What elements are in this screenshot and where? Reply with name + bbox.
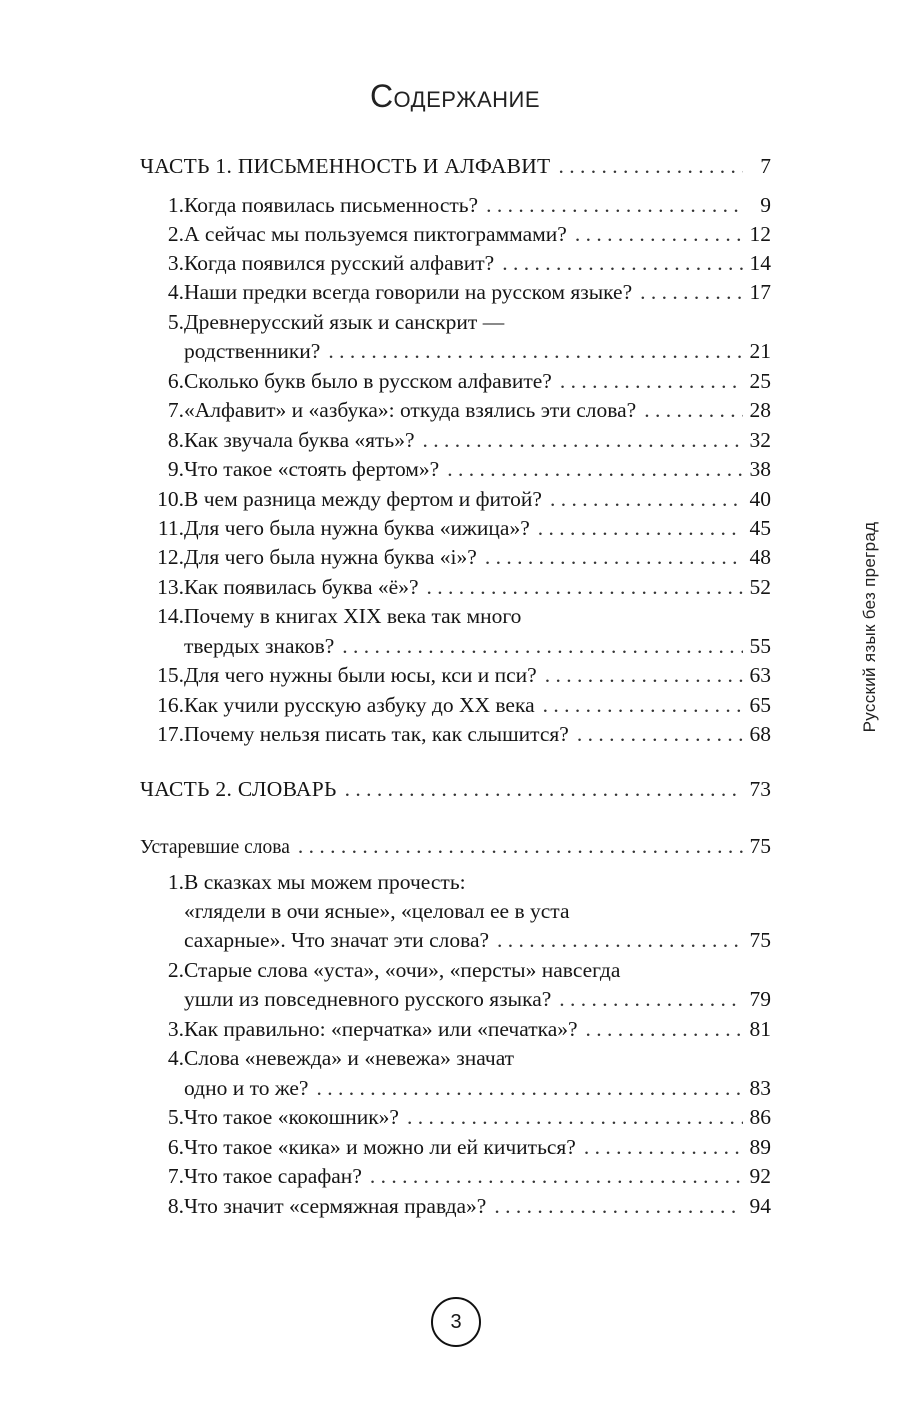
toc-item[interactable] — [140, 1103, 771, 1132]
dot-leader — [560, 367, 743, 396]
page-ref: 7 — [760, 154, 771, 178]
page-ref: 40 — [749, 487, 771, 511]
toc-item[interactable] — [140, 308, 771, 337]
item-title: Наши предки всегда говорили на русском языке? — [184, 280, 633, 304]
toc-item[interactable] — [140, 661, 771, 690]
page-ref: 25 — [749, 369, 771, 393]
item-title: Что такое «кокошник»? — [184, 1105, 399, 1129]
page-ref: 81 — [749, 1017, 771, 1041]
item-number: 5. — [167, 310, 184, 334]
item-number: 10. — [157, 487, 184, 511]
page-ref: 68 — [749, 722, 771, 746]
item-title: Что такое «кика» и можно ли ей кичиться? — [184, 1135, 576, 1159]
toc-item-continuation[interactable] — [140, 632, 771, 661]
page-title: Содержание — [369, 78, 541, 114]
item-title-line2: родственники? — [184, 339, 321, 363]
toc-item[interactable] — [140, 1015, 771, 1044]
item-number: 3. — [167, 1017, 184, 1041]
dot-leader — [577, 720, 743, 749]
toc-item[interactable] — [140, 1192, 771, 1221]
toc-item[interactable] — [140, 485, 771, 514]
item-number: 2. — [167, 222, 184, 246]
dot-leader — [558, 152, 743, 181]
toc-item[interactable] — [140, 602, 771, 631]
page-ref: 17 — [749, 280, 771, 304]
dot-leader — [545, 661, 743, 690]
dot-leader — [407, 1103, 743, 1132]
page-ref: 63 — [749, 663, 771, 687]
page-ref: 65 — [749, 693, 771, 717]
item-title-line2: ушли из повседневного русского языка? — [184, 987, 552, 1011]
toc-item-continuation[interactable] — [140, 926, 771, 955]
item-number: 5. — [167, 1105, 184, 1129]
book-title-text: Русский язык без преград — [860, 521, 879, 733]
item-title: Для чего была нужна буква «ижица»? — [184, 516, 530, 540]
part-title: ЧАСТЬ 1. ПИСЬМЕННОСТЬ И АЛФАВИТ — [140, 154, 551, 178]
item-title: Сколько букв было в русском алфавите? — [184, 369, 552, 393]
item-number: 1. — [167, 193, 184, 217]
toc-item[interactable] — [140, 691, 771, 720]
page-ref: 83 — [749, 1076, 771, 1100]
item-number: 2. — [167, 958, 184, 982]
page-ref: 52 — [749, 575, 771, 599]
item-title: Почему в книгах XIX века так много — [184, 604, 522, 628]
item-title: «Алфавит» и «азбука»: откуда взялись эти слова? — [184, 398, 637, 422]
item-title: Как учили русскую азбуку до XX века — [184, 693, 535, 717]
item-title: Почему нельзя писать так, как слышится? — [184, 722, 569, 746]
toc-item[interactable] — [140, 1044, 771, 1073]
page-ref: 73 — [749, 777, 771, 801]
toc-item[interactable] — [140, 1133, 771, 1162]
dot-leader — [584, 1133, 743, 1162]
item-title: Для чего была нужна буква «і»? — [184, 545, 477, 569]
dot-leader — [427, 573, 744, 602]
item-title: В чем разница между фертом и фитой? — [184, 487, 542, 511]
item-number: 6. — [167, 369, 184, 393]
dot-leader — [575, 220, 743, 249]
item-number: 8. — [167, 1194, 184, 1218]
toc-item[interactable] — [140, 249, 771, 278]
item-title-line2: «глядели в очи ясные», «целовал ее в уста — [184, 899, 570, 923]
toc-section[interactable] — [140, 832, 771, 861]
page-ref: 48 — [749, 545, 771, 569]
toc-item[interactable] — [140, 191, 771, 220]
toc-item[interactable] — [140, 543, 771, 572]
item-title: Как появилась буква «ё»? — [184, 575, 419, 599]
page-ref: 21 — [749, 339, 771, 363]
page-number: 3 — [431, 1297, 481, 1347]
page-ref: 14 — [749, 251, 771, 275]
item-number: 14. — [157, 604, 184, 628]
toc-item[interactable] — [140, 396, 771, 425]
part-title: ЧАСТЬ 2. СЛОВАРЬ — [140, 777, 337, 801]
page-ref: 86 — [749, 1105, 771, 1129]
toc-item-continuation[interactable] — [140, 337, 771, 366]
dot-leader — [298, 832, 743, 861]
item-title: Как звучала буква «ять»? — [184, 428, 415, 452]
page-ref: 12 — [749, 222, 771, 246]
page-ref: 92 — [749, 1164, 771, 1188]
item-title: Что значит «сермяжная правда»? — [184, 1194, 487, 1218]
item-title-line2: одно и то же? — [184, 1076, 309, 1100]
page-ref: 94 — [749, 1194, 771, 1218]
page-ref: 89 — [749, 1135, 771, 1159]
dot-leader — [497, 926, 743, 955]
toc-item[interactable] — [140, 367, 771, 396]
toc-item-continuation[interactable] — [140, 897, 771, 926]
dot-leader — [328, 337, 743, 366]
dot-leader — [316, 1074, 743, 1103]
item-title: В сказках мы можем прочесть: — [184, 870, 466, 894]
page-ref: 38 — [749, 457, 771, 481]
toc-item[interactable] — [140, 278, 771, 307]
dot-leader — [447, 455, 743, 484]
dot-leader — [586, 1015, 743, 1044]
item-title: Для чего нужны были юсы, кси и пси? — [184, 663, 537, 687]
toc-part-1[interactable] — [140, 152, 771, 181]
toc-item[interactable] — [140, 455, 771, 484]
toc-part-2[interactable] — [140, 775, 771, 804]
item-number: 7. — [167, 1164, 184, 1188]
toc-item[interactable] — [140, 956, 771, 985]
dot-leader — [342, 632, 743, 661]
dot-leader — [494, 1192, 743, 1221]
dot-leader — [644, 396, 743, 425]
item-number: 8. — [167, 428, 184, 452]
dot-leader — [559, 985, 743, 1014]
item-title-line3: сахарные». Что значат эти слова? — [184, 928, 490, 952]
toc-item[interactable] — [140, 1162, 771, 1191]
page-ref: 28 — [749, 398, 771, 422]
dot-leader — [640, 278, 743, 307]
item-title: Когда появилась письменность? — [184, 193, 479, 217]
page-ref: 75 — [749, 928, 771, 952]
page-ref: 75 — [749, 834, 771, 858]
dot-leader — [423, 426, 743, 455]
item-number: 1. — [167, 870, 184, 894]
toc-item-continuation[interactable] — [140, 985, 771, 1014]
item-number: 16. — [157, 693, 184, 717]
item-number: 13. — [157, 575, 184, 599]
toc-item[interactable] — [140, 514, 771, 543]
page-ref: 55 — [749, 634, 771, 658]
item-number: 4. — [167, 280, 184, 304]
dot-leader — [538, 514, 743, 543]
item-number: 6. — [167, 1135, 184, 1159]
dot-leader — [345, 775, 743, 804]
toc-item[interactable] — [140, 868, 771, 897]
item-number: 12. — [157, 545, 184, 569]
item-number: 17. — [157, 722, 184, 746]
toc-item-continuation[interactable] — [140, 1074, 771, 1103]
item-title-line2: твердых знаков? — [184, 634, 335, 658]
item-number: 9. — [167, 457, 184, 481]
item-title: Древнерусский язык и санскрит — — [184, 310, 505, 334]
toc-item[interactable] — [140, 426, 771, 455]
item-number: 4. — [167, 1046, 184, 1070]
page-ref: 45 — [749, 516, 771, 540]
dot-leader — [486, 191, 743, 220]
toc-item[interactable] — [140, 220, 771, 249]
item-number: 3. — [167, 251, 184, 275]
page-ref: 9 — [760, 193, 771, 217]
dot-leader — [543, 691, 743, 720]
dot-leader — [370, 1162, 743, 1191]
dot-leader — [502, 249, 743, 278]
item-title: Что такое «стоять фертом»? — [184, 457, 440, 481]
item-number: 15. — [157, 663, 184, 687]
toc-item[interactable] — [140, 573, 771, 602]
section-title: Устаревшие слова — [140, 837, 290, 858]
toc-item[interactable] — [140, 720, 771, 749]
item-title: Как правильно: «перчатка» или «печатка»? — [184, 1017, 578, 1041]
item-title: Когда появился русский алфавит? — [184, 251, 495, 275]
item-title: Слова «невежда» и «невежа» значат — [184, 1046, 515, 1070]
page-ref: 32 — [749, 428, 771, 452]
page-ref: 79 — [749, 987, 771, 1011]
item-title: Старые слова «уста», «очи», «персты» навсегда — [184, 958, 621, 982]
book-title-vertical — [855, 485, 885, 769]
item-title: А сейчас мы пользуемся пиктограммами? — [184, 222, 567, 246]
dot-leader — [550, 485, 743, 514]
item-title: Что такое сарафан? — [184, 1164, 362, 1188]
dot-leader — [485, 543, 743, 572]
item-number: 11. — [157, 516, 184, 540]
item-number: 7. — [167, 398, 184, 422]
